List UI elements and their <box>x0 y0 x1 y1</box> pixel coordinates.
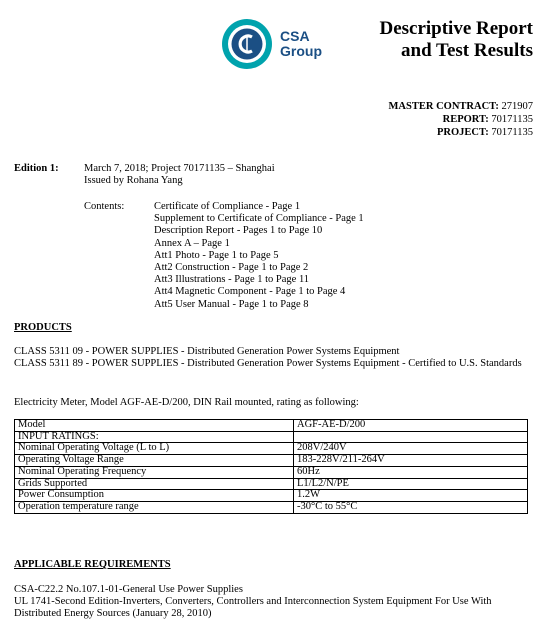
table-cell: Operating Voltage Range <box>15 455 294 467</box>
csa-logo-icon <box>221 18 273 70</box>
document-title <box>379 18 533 62</box>
contents-item: Att4 Magnetic Component - Page 1 to Page 4 <box>154 286 346 298</box>
product-class-1: CLASS 5311 09 - POWER SUPPLIES - Distributed Generation Power Systems Equipment <box>14 346 400 357</box>
contents-item: Att1 Photo - Page 1 to Page 5 <box>154 249 279 261</box>
table-row <box>15 431 528 443</box>
project-value: 70171135 <box>491 127 533 138</box>
contents-item: Att2 Construction - Page 1 to Page 2 <box>154 261 309 273</box>
title-line-2: and Test Results <box>401 40 533 61</box>
csa-group-logo <box>221 18 322 70</box>
table-row <box>15 443 528 455</box>
title-line-1: Descriptive Report <box>379 18 533 39</box>
contents-item: Att5 User Manual - Page 1 to Page 8 <box>154 298 309 310</box>
table-cell: 1.2W <box>294 490 528 502</box>
master-contract-value: 271907 <box>501 101 533 112</box>
logo-text-csa: CSA <box>280 28 310 44</box>
table-row <box>15 466 528 478</box>
table-cell: L1/L2/N/PE <box>294 478 528 490</box>
contents-item: Certificate of Compliance - Page 1 <box>154 201 301 212</box>
table-row <box>15 501 528 513</box>
edition-issuer-line: Issued by Rohana Yang <box>84 175 183 186</box>
edition-label: Edition 1: <box>14 163 59 174</box>
report-line <box>389 113 533 126</box>
table-cell: Grids Supported <box>15 478 294 490</box>
logo-wordmark <box>280 29 322 59</box>
report-label: REPORT: <box>442 114 489 125</box>
contents-item: Annex A – Page 1 <box>154 237 230 249</box>
product-class-2: CLASS 5311 89 - POWER SUPPLIES - Distributed Generation Power Systems Equipment - Certified to U.S. Standards <box>14 358 522 369</box>
project-label: PROJECT: <box>437 127 489 138</box>
table-row <box>15 420 528 432</box>
contents-item: Description Report - Pages 1 to Page 10 <box>154 225 323 237</box>
logo-text-group: Group <box>280 43 322 59</box>
contents-list <box>154 201 484 311</box>
table-cell: Power Consumption <box>15 490 294 502</box>
products-heading: PRODUCTS <box>14 322 72 333</box>
table-cell: Operation temperature range <box>15 501 294 513</box>
product-intro: Electricity Meter, Model AGF-AE-D/200, DIN Rail mounted, rating as following: <box>14 397 359 408</box>
contents-label: Contents: <box>84 201 125 212</box>
project-line <box>389 126 533 139</box>
table-row <box>15 490 528 502</box>
contract-info <box>389 100 533 139</box>
requirements-heading: APPLICABLE REQUIREMENTS <box>14 559 171 570</box>
edition-body <box>84 163 484 187</box>
table-cell: -30°C to 55°C <box>294 501 528 513</box>
requirement-line-2: UL 1741-Second Edition-Inverters, Converters, Controllers and Interconnection System Equipment For Use With Distributed Energy Sources (January 28, 2010) <box>14 596 492 619</box>
table-row <box>15 455 528 467</box>
requirement-line-1: CSA-C22.2 No.107.1-01-General Use Power Supplies <box>14 584 243 595</box>
table-cell: Nominal Operating Voltage (L to L) <box>15 443 294 455</box>
table-cell: 60Hz <box>294 466 528 478</box>
table-row <box>15 478 528 490</box>
table-cell: Nominal Operating Frequency <box>15 466 294 478</box>
master-contract-label: MASTER CONTRACT: <box>388 101 499 112</box>
table-cell: AGF-AE-D/200 <box>294 420 528 432</box>
table-cell: Model <box>15 420 294 432</box>
table-cell: 208V/240V <box>294 443 528 455</box>
contents-item: Supplement to Certificate of Compliance - Page 1 <box>154 213 364 225</box>
master-contract-line <box>389 100 533 113</box>
report-value: 70171135 <box>491 114 533 125</box>
contents-item: Att3 Illustrations - Page 1 to Page 11 <box>154 274 310 286</box>
table-cell <box>294 431 528 443</box>
edition-date-line: March 7, 2018; Project 70171135 – Shanghai <box>84 163 275 174</box>
ratings-table <box>14 419 528 514</box>
table-cell: INPUT RATINGS: <box>15 431 294 443</box>
table-cell: 183-228V/211-264V <box>294 455 528 467</box>
